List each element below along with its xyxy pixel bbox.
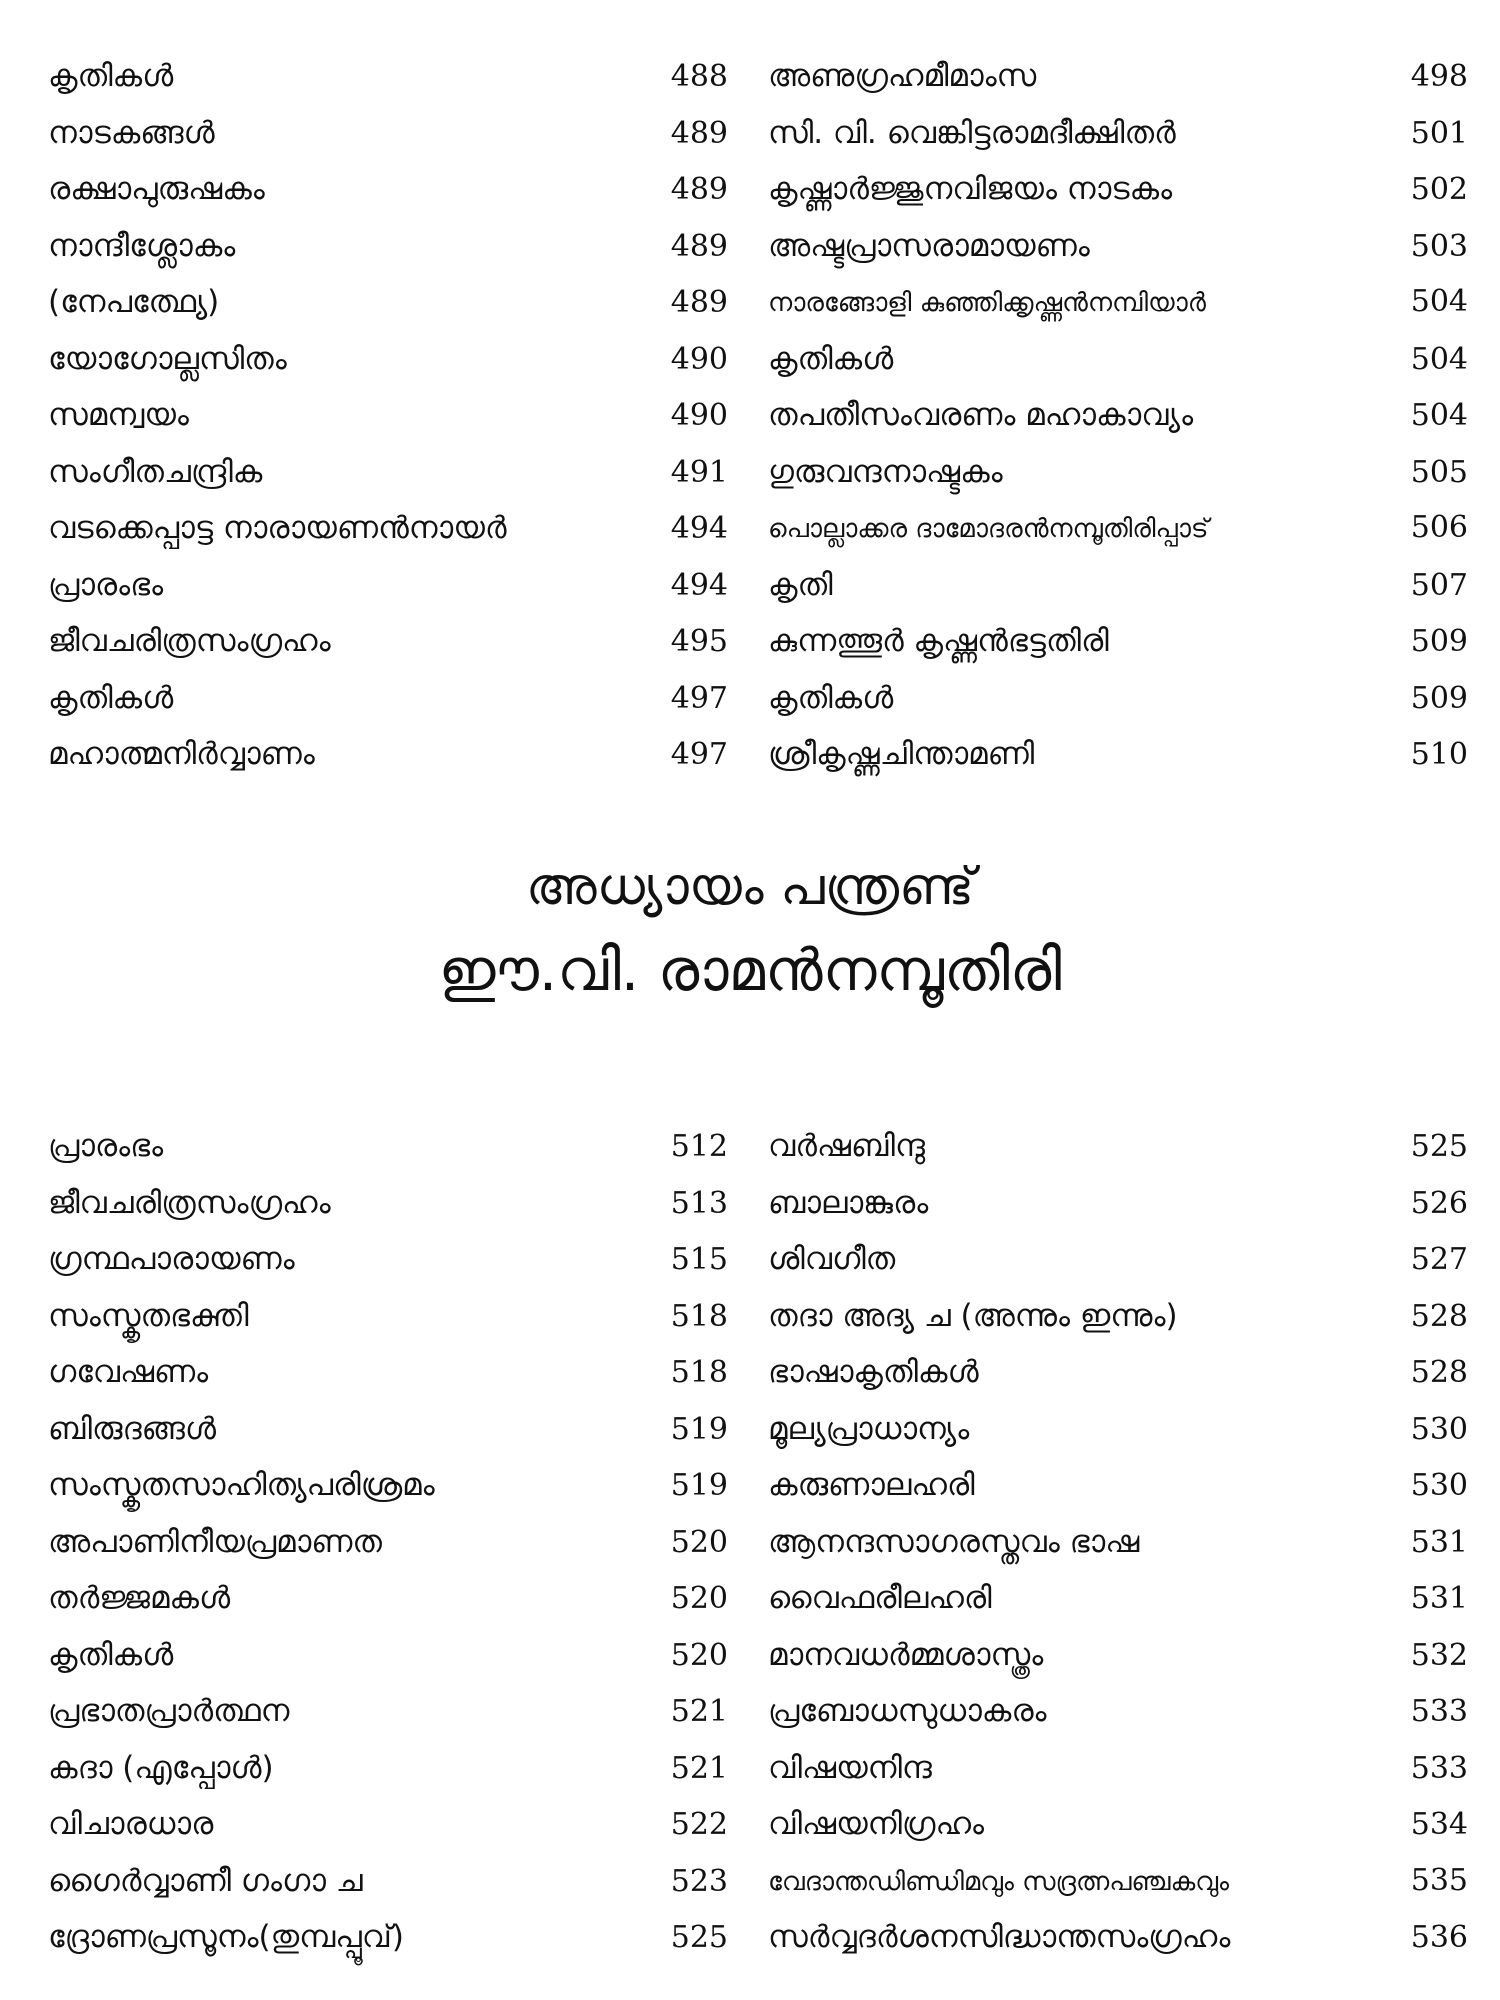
entry-page: 495 — [670, 624, 728, 659]
entry-title: യോഗോല്ലസിതം — [48, 340, 287, 377]
entry-page: 504 — [1410, 341, 1468, 377]
entry-page: 503 — [1410, 228, 1468, 264]
entry-page: 510 — [1410, 737, 1468, 772]
entry-page: 489 — [670, 172, 728, 207]
entry-page: 505 — [1410, 454, 1468, 490]
toc-entry — [48, 1231, 728, 1288]
entry-title: കദാ (എപ്പോൾ) — [48, 1749, 274, 1786]
entry-title: തർജ്ജമകൾ — [48, 1580, 231, 1616]
toc-entry — [48, 613, 728, 670]
entry-title: ഗുരുവന്ദനാഷ്ടകം — [768, 453, 1003, 490]
entry-page: 536 — [1410, 1920, 1468, 1955]
entry-page: 518 — [670, 1355, 728, 1390]
entry-page: 527 — [1410, 1242, 1468, 1277]
entry-title: അപാണിനീയപ്രമാണത — [48, 1523, 382, 1560]
entry-title: ജീവചരിത്രസംഗ്രഹം — [48, 1184, 331, 1221]
entry-title: വിചാരധാര — [48, 1806, 214, 1842]
entry-page: 489 — [670, 228, 728, 264]
toc-entry — [48, 218, 728, 275]
toc-entry — [48, 1401, 728, 1458]
entry-title: സർവ്വദർശനസിദ്ധാന്തസംഗ്രഹം — [768, 1919, 1231, 1955]
toc-entry — [768, 331, 1468, 388]
toc-entry — [48, 500, 728, 557]
toc-entry — [768, 444, 1468, 501]
toc-column-top-right — [768, 48, 1468, 783]
toc-entry — [768, 48, 1468, 105]
entry-page: 489 — [670, 285, 728, 320]
entry-title: നാന്ദീശ്ലോകം — [48, 227, 236, 264]
entry-page: 523 — [670, 1863, 728, 1899]
toc-entry — [48, 1344, 728, 1401]
entry-title: സംസ്കൃതസാഹിത്യപരിശ്രമം — [48, 1467, 435, 1503]
toc-entry — [768, 274, 1468, 331]
toc-section-bottom — [48, 1118, 1468, 1966]
toc-entry — [48, 1909, 728, 1966]
entry-title: കൃതി — [768, 566, 833, 603]
entry-title: പ്രാരംഭം — [48, 566, 164, 603]
toc-entry — [48, 1175, 728, 1232]
toc-entry — [768, 1796, 1468, 1853]
toc-entry — [48, 557, 728, 614]
toc-entry — [768, 1175, 1468, 1232]
entry-title: ഗ്രന്ഥപാരായണം — [48, 1241, 295, 1277]
toc-entry — [48, 670, 728, 727]
toc-entry — [768, 1909, 1468, 1966]
entry-title: ജീവചരിത്രസംഗ്രഹം — [48, 623, 331, 659]
entry-title: കൃതികൾ — [768, 679, 894, 716]
toc-column-top-left — [48, 48, 728, 783]
entry-page: 533 — [1410, 1750, 1468, 1786]
entry-page: 525 — [1410, 1129, 1468, 1164]
entry-page: 490 — [670, 398, 728, 433]
toc-entry — [48, 105, 728, 162]
toc-entry — [768, 1288, 1468, 1345]
toc-entry — [48, 331, 728, 388]
entry-page: 489 — [670, 115, 728, 151]
entry-page: 535 — [1410, 1862, 1468, 1898]
toc-entry — [48, 1627, 728, 1684]
entry-page: 525 — [670, 1920, 728, 1955]
entry-page: 515 — [670, 1242, 728, 1277]
entry-page: 504 — [1410, 284, 1468, 319]
toc-entry — [768, 726, 1468, 783]
entry-title: സി. വി. വെങ്കിട്ടരാമദീക്ഷിതർ — [768, 114, 1176, 151]
entry-page: 521 — [670, 1694, 728, 1729]
entry-title: നാടകങ്ങൾ — [48, 114, 215, 151]
entry-title: ബാലാങ്കുരം — [768, 1184, 929, 1221]
entry-title: വൈഫരീലഹരി — [768, 1580, 992, 1616]
entry-title: പ്രാരംഭം — [48, 1128, 164, 1164]
toc-column-bottom-left — [48, 1118, 728, 1966]
toc-entry — [48, 1796, 728, 1853]
entry-page: 520 — [670, 1581, 728, 1616]
entry-title: കൃഷ്ണാർജ്ജുനവിജയം നാടകം — [768, 171, 1173, 207]
entry-page: 502 — [1410, 172, 1468, 207]
toc-entry — [48, 1288, 728, 1345]
toc-entry — [48, 161, 728, 218]
toc-entry — [48, 1118, 728, 1175]
toc-entry — [768, 1853, 1468, 1910]
toc-entry — [768, 1231, 1468, 1288]
toc-entry — [768, 1344, 1468, 1401]
entry-page: 518 — [670, 1298, 728, 1334]
entry-page: 528 — [1410, 1298, 1468, 1334]
entry-page: 519 — [670, 1411, 728, 1447]
entry-title: കുന്നത്തൂർ കൃഷ്ണൻഭട്ടതിരി — [768, 623, 1109, 659]
entry-title: ഗവേഷണം — [48, 1354, 209, 1390]
entry-title: മാനവധർമ്മശാസ്ത്രം — [768, 1636, 1044, 1673]
toc-entry — [768, 1118, 1468, 1175]
toc-entry — [48, 444, 728, 501]
chapter-number: അധ്യായം പന്ത്രണ്ട് — [525, 857, 975, 917]
entry-title: ബിരുദങ്ങൾ — [48, 1410, 217, 1447]
entry-page: 520 — [670, 1524, 728, 1560]
entry-page: 498 — [1410, 59, 1468, 94]
entry-page: 513 — [670, 1185, 728, 1221]
entry-title: കൃതികൾ — [48, 679, 174, 716]
toc-entry — [768, 105, 1468, 162]
chapter-title: ഈ.വി. രാമൻനമ്പൂതിരി — [438, 936, 1062, 1004]
toc-section-top — [48, 48, 1468, 783]
entry-title: തദാ അദ്യ ച (അന്നും ഇന്നും) — [768, 1297, 1178, 1334]
entry-title: പ്രഭാതപ്രാർത്ഥന — [48, 1693, 290, 1729]
entry-title: കൃതികൾ — [48, 58, 174, 94]
entry-page: 501 — [1410, 115, 1468, 151]
entry-page: 528 — [1410, 1355, 1468, 1390]
toc-entry — [768, 1683, 1468, 1740]
entry-page: 490 — [670, 341, 728, 377]
entry-title: അണുഗ്രഹമീമാംസ — [768, 58, 1037, 94]
entry-title: സംസ്കൃതഭക്തി — [48, 1297, 249, 1334]
entry-title: ഗൈർവ്വാണീ ഗംഗാ ച — [48, 1862, 363, 1899]
toc-entry — [768, 557, 1468, 614]
toc-entry — [768, 161, 1468, 218]
entry-title: മഹാത്മനിർവ്വാണം — [48, 736, 315, 772]
entry-title: രക്ഷാപുരുഷകം — [48, 171, 265, 207]
toc-entry — [48, 1683, 728, 1740]
entry-page: 497 — [670, 680, 728, 716]
toc-entry — [768, 613, 1468, 670]
toc-entry — [48, 48, 728, 105]
toc-entry — [768, 1740, 1468, 1797]
toc-entry — [768, 1570, 1468, 1627]
entry-page: 509 — [1410, 680, 1468, 716]
entry-title: മൂല്യപ്രാധാന്യം — [768, 1410, 970, 1447]
entry-page: 532 — [1410, 1637, 1468, 1673]
entry-title: കരുണാലഹരി — [768, 1467, 975, 1503]
entry-page: 531 — [1410, 1581, 1468, 1616]
entry-page: 533 — [1410, 1694, 1468, 1729]
entry-title: അഷ്ടപ്രാസരാമായണം — [768, 227, 1090, 264]
toc-entry — [48, 1457, 728, 1514]
entry-page: 504 — [1410, 398, 1468, 433]
entry-page: 509 — [1410, 624, 1468, 659]
entry-title: നാരങ്ങോളി കുഞ്ഞിക്കൃഷ്ണൻനമ്പിയാർ — [768, 288, 1206, 318]
toc-entry — [768, 1401, 1468, 1458]
entry-title: ശിവഗീത — [768, 1241, 896, 1277]
entry-page: 512 — [670, 1129, 728, 1164]
entry-title: ഭാഷാകൃതികൾ — [768, 1354, 979, 1390]
entry-page: 520 — [670, 1637, 728, 1673]
entry-page: 530 — [1410, 1468, 1468, 1503]
toc-entry — [768, 387, 1468, 444]
toc-entry — [48, 387, 728, 444]
toc-column-bottom-right — [768, 1118, 1468, 1966]
toc-entry — [768, 218, 1468, 275]
entry-page: 491 — [670, 454, 728, 490]
entry-page: 494 — [670, 567, 728, 603]
entry-page: 488 — [670, 59, 728, 94]
toc-entry — [48, 1570, 728, 1627]
entry-title: ശ്രീകൃഷ്ണചിന്താമണി — [768, 736, 1035, 772]
entry-title: സംഗീതചന്ദ്രിക — [48, 453, 263, 490]
toc-entry — [768, 500, 1468, 557]
entry-page: 497 — [670, 737, 728, 772]
entry-page: 519 — [670, 1468, 728, 1503]
entry-page: 531 — [1410, 1524, 1468, 1560]
entry-title: വർഷബിന്ദു — [768, 1128, 925, 1164]
toc-entry — [48, 1740, 728, 1797]
toc-entry — [768, 1514, 1468, 1571]
toc-entry — [48, 1514, 728, 1571]
entry-title: വേദാന്തഡിണ്ഡിമവും സദ്രത്നപഞ്ചകവും — [768, 1866, 1230, 1897]
entry-page: 522 — [670, 1807, 728, 1842]
entry-title: വിഷയനിന്ദ — [768, 1749, 932, 1786]
toc-entry — [768, 1457, 1468, 1514]
entry-title: പൊല്ലാക്കര ദാമോദരൻനമ്പൂതിരിപ്പാട് — [768, 514, 1209, 544]
entry-title: ദ്രോണപ്രസൂനം(തുമ്പപ്പൂവ്) — [48, 1919, 404, 1955]
entry-title: വിഷയനിഗ്രഹം — [768, 1806, 985, 1842]
toc-entry — [768, 670, 1468, 727]
entry-page: 507 — [1410, 567, 1468, 603]
entry-page: 534 — [1410, 1807, 1468, 1842]
entry-title: പ്രബോധസുധാകരം — [768, 1693, 1047, 1729]
entry-title: (നേപത്ഥ്യേ) — [48, 284, 220, 320]
toc-entry — [48, 726, 728, 783]
toc-entry — [48, 274, 728, 331]
entry-page: 494 — [670, 511, 728, 546]
entry-page: 526 — [1410, 1185, 1468, 1221]
toc-entry — [48, 1853, 728, 1910]
entry-title: കൃതികൾ — [48, 1636, 174, 1673]
entry-title: സമന്വയം — [48, 397, 189, 433]
entry-title: കൃതികൾ — [768, 340, 894, 377]
entry-title: തപതീസംവരണം മഹാകാവ്യം — [768, 397, 1194, 433]
entry-title: വടക്കെപ്പാട്ട നാരായണൻനായർ — [48, 510, 507, 546]
entry-title: ആനന്ദസാഗരസ്തവം ഭാഷ — [768, 1523, 1140, 1560]
entry-page: 521 — [670, 1750, 728, 1786]
entry-page: 530 — [1410, 1411, 1468, 1447]
toc-entry — [768, 1627, 1468, 1684]
entry-page: 506 — [1410, 510, 1468, 545]
